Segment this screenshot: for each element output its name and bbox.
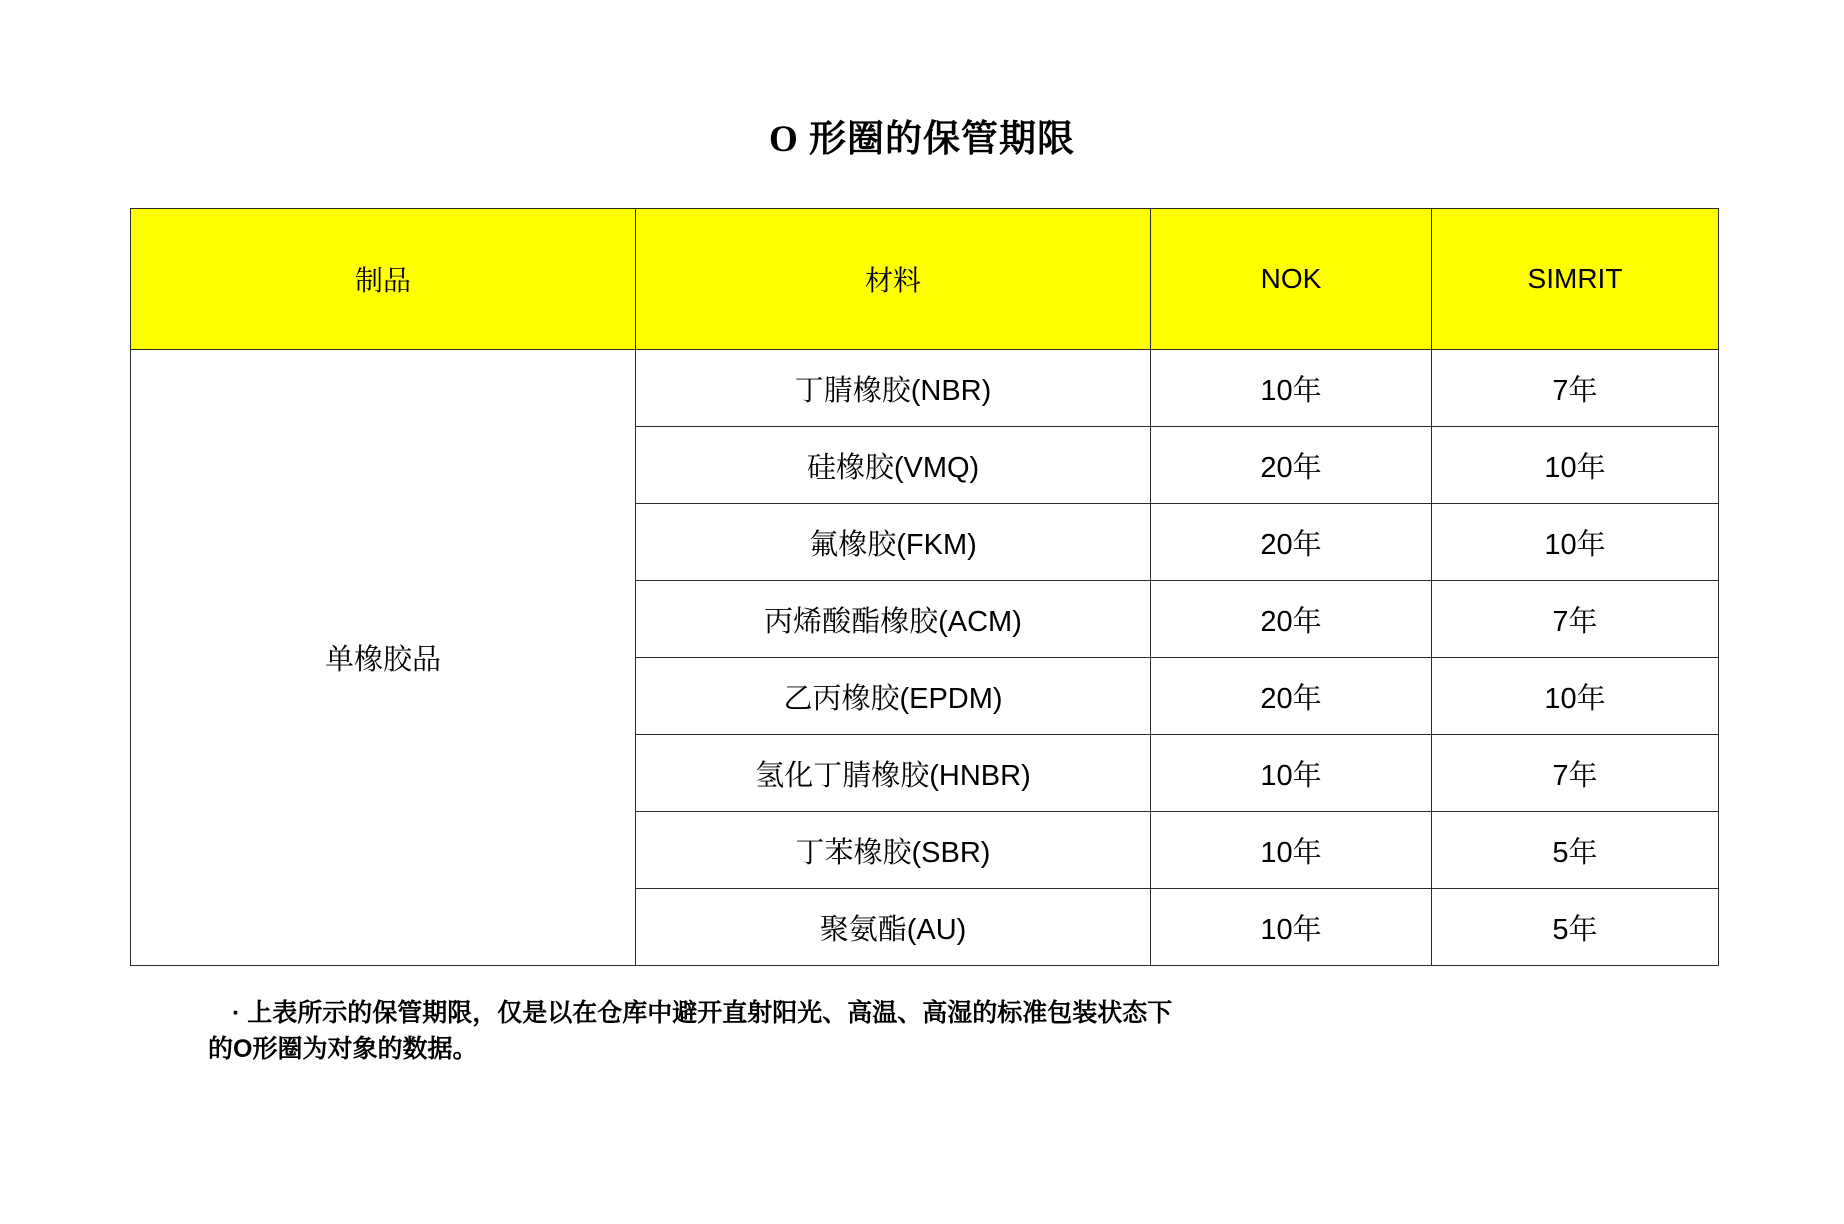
nok-cell: 20年 [1151,581,1432,658]
material-cell: 氟橡胶(FKM) [636,504,1151,581]
storage-period-table [130,208,1719,966]
nok-cell: 20年 [1151,427,1432,504]
nok-cell: 10年 [1151,812,1432,889]
simrit-cell: 5年 [1432,812,1719,889]
simrit-cell: 5年 [1432,889,1719,966]
simrit-cell: 7年 [1432,735,1719,812]
material-cell: 乙丙橡胶(EPDM) [636,658,1151,735]
table-row [131,350,1719,427]
material-cell: 丁腈橡胶(NBR) [636,350,1151,427]
product-group-cell: 单橡胶品 [131,350,636,966]
material-cell: 硅橡胶(VMQ) [636,427,1151,504]
footnote-line-1: · 上表所示的保管期限，仅是以在仓库中避开直射阳光、高温、高湿的标准包装状态下 [232,999,1173,1027]
column-header-material: 材料 [636,209,1151,350]
nok-cell: 10年 [1151,735,1432,812]
footnote-line-2: 的O形圈为对象的数据。 [208,1035,478,1064]
simrit-cell: 10年 [1432,504,1719,581]
material-cell: 氢化丁腈橡胶(HNBR) [636,735,1151,812]
nok-cell: 10年 [1151,889,1432,966]
column-header-simrit: SIMRIT [1432,209,1719,350]
simrit-cell: 10年 [1432,658,1719,735]
table-body [131,350,1719,966]
page-title: O 形圈的保管期限 [768,119,1076,160]
table-header-row [131,209,1719,350]
storage-period-table-wrap [130,208,1714,966]
nok-cell: 10年 [1151,350,1432,427]
material-cell: 聚氨酯(AU) [636,889,1151,966]
simrit-cell: 10年 [1432,427,1719,504]
nok-cell: 20年 [1151,504,1432,581]
material-cell: 丁苯橡胶(SBR) [636,812,1151,889]
simrit-cell: 7年 [1432,350,1719,427]
material-cell: 丙烯酸酯橡胶(ACM) [636,581,1151,658]
column-header-nok: NOK [1151,209,1432,350]
footnote [208,995,1652,1068]
table-header [131,209,1719,350]
nok-cell: 20年 [1151,658,1432,735]
column-header-product: 制品 [131,209,636,350]
simrit-cell: 7年 [1432,581,1719,658]
